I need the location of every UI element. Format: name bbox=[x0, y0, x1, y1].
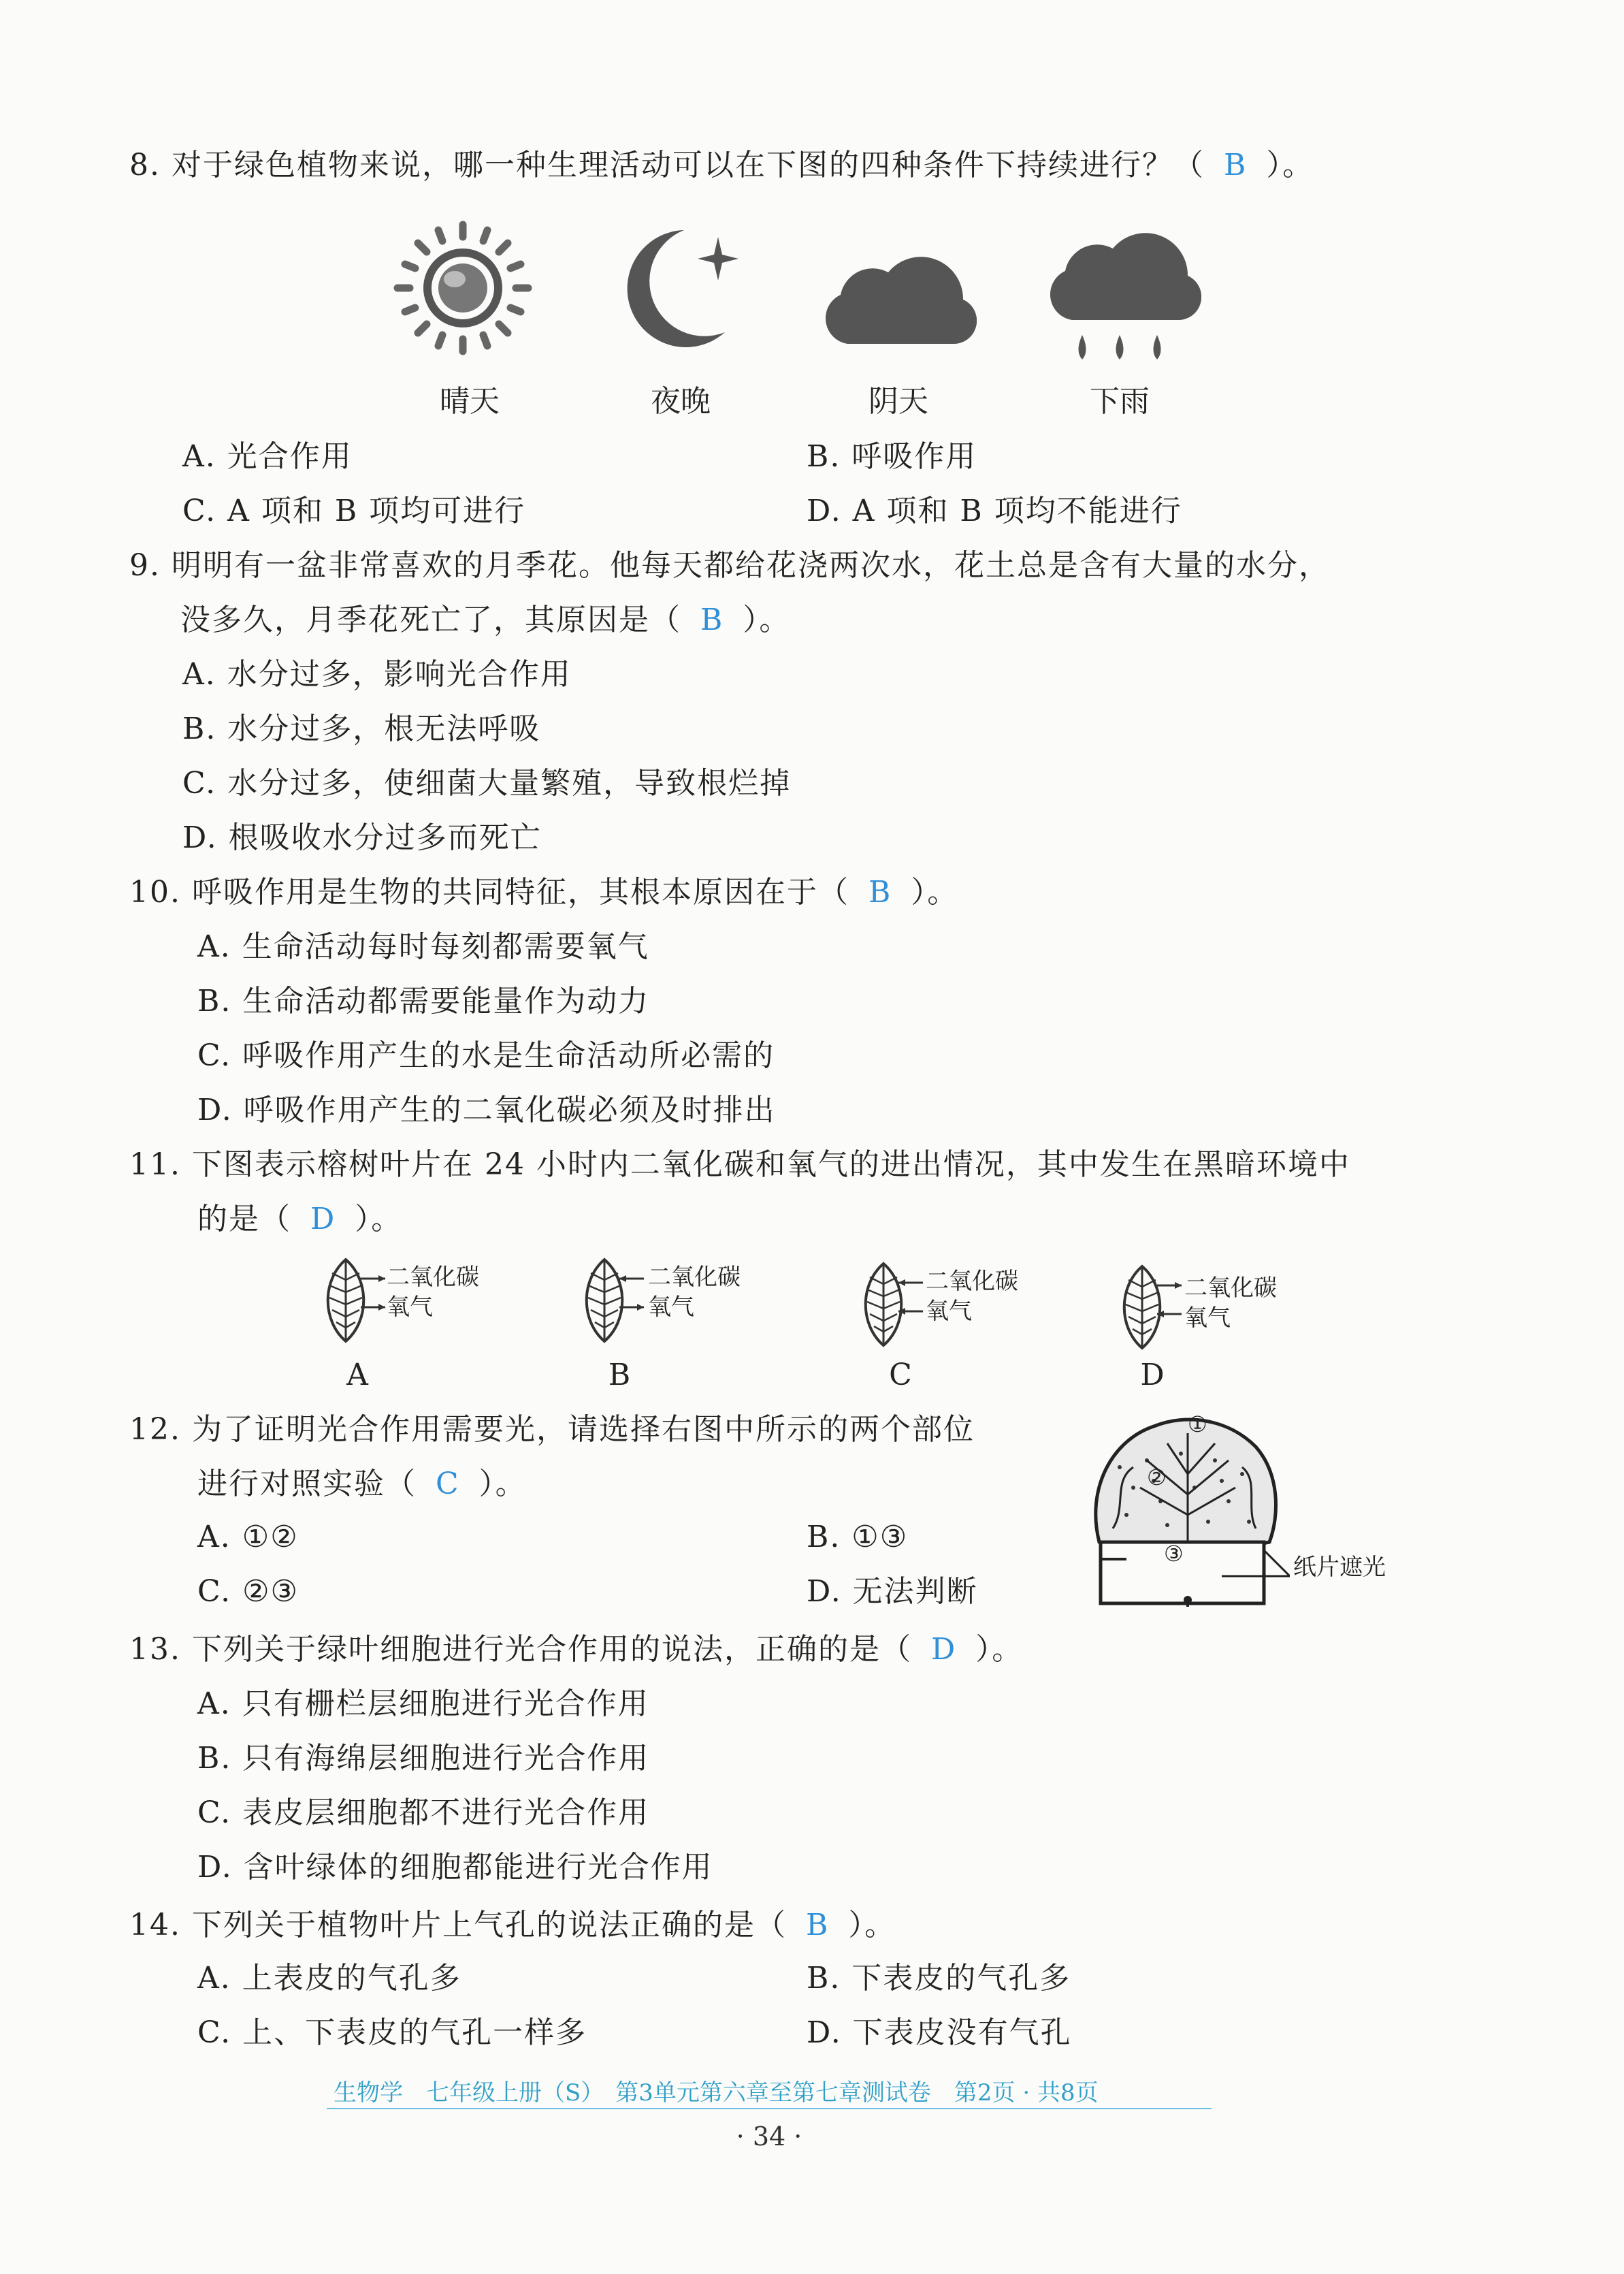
weather-label-sunny: 晴天 bbox=[440, 384, 500, 419]
q11-stem-line1: 11. 下图表示榕树叶片在 24 小时内二氧化碳和氧气的进出情况，其中发生在黑暗环境中 bbox=[129, 1147, 1350, 1182]
q9-answer: B bbox=[700, 603, 724, 637]
leaf-b-o2-label: 氧气 bbox=[648, 1294, 694, 1321]
q13-option-a: A. 只有栅栏层细胞进行光合作用 bbox=[197, 1686, 649, 1721]
q11-stem-line2: 的是（ D ）。 bbox=[197, 1202, 403, 1236]
figure-mark-2: ② bbox=[1147, 1464, 1167, 1490]
q10-option-d: D. 呼吸作用产生的二氧化碳必须及时排出 bbox=[197, 1093, 776, 1127]
q12-option-d: D. 无法判断 bbox=[807, 1574, 978, 1609]
q13-stem: 13. 下列关于绿叶细胞进行光合作用的说法，正确的是（ D ）。 bbox=[129, 1632, 1024, 1667]
footer-divider bbox=[327, 2108, 1212, 2109]
q10-option-c: C. 呼吸作用产生的水是生命活动所必需的 bbox=[197, 1038, 775, 1073]
q14-stem: 14. 下列关于植物叶片上气孔的说法正确的是（ B ）。 bbox=[129, 1908, 896, 1942]
moon-icon bbox=[609, 217, 752, 359]
q10-answer: B bbox=[868, 875, 892, 910]
q13-option-c: C. 表皮层细胞都不进行光合作用 bbox=[197, 1795, 650, 1830]
leaf-label-a: A bbox=[346, 1358, 368, 1392]
page-number: · 34 · bbox=[736, 2121, 802, 2151]
q14-option-b: B. 下表皮的气孔多 bbox=[807, 1961, 1071, 1996]
figure-caption: 纸片遮光 bbox=[1293, 1554, 1386, 1581]
q10-stem: 10. 呼吸作用是生物的共同特征，其根本原因在于（ B ）。 bbox=[129, 875, 959, 910]
q14-answer: B bbox=[805, 1908, 830, 1942]
leaf-b-icon bbox=[577, 1253, 645, 1348]
weather-label-cloudy: 阴天 bbox=[868, 384, 928, 419]
q13-option-d: D. 含叶绿体的细胞都能进行光合作用 bbox=[197, 1850, 713, 1885]
leaf-b-co2-label: 二氧化碳 bbox=[648, 1264, 741, 1291]
q14-option-a: A. 上表皮的气孔多 bbox=[197, 1961, 461, 1996]
leaf-c-o2-label: 氧气 bbox=[926, 1298, 972, 1325]
q12-stem-line2: 进行对照实验（ C ）。 bbox=[197, 1467, 527, 1501]
q12-stem-line1: 12. 为了证明光合作用需要光，请选择右图中所示的两个部位 bbox=[129, 1412, 975, 1447]
q13-answer: D bbox=[930, 1632, 957, 1667]
q12-option-c: C. ②③ bbox=[197, 1574, 299, 1609]
q9-option-d: D. 根吸收水分过多而死亡 bbox=[182, 820, 542, 855]
q14-option-d: D. 下表皮没有气孔 bbox=[807, 2015, 1072, 2050]
leaf-a-icon bbox=[319, 1253, 387, 1348]
leaf-label-c: C bbox=[889, 1358, 912, 1392]
leaf-c-icon bbox=[856, 1257, 924, 1352]
leaf-c-co2-label: 二氧化碳 bbox=[926, 1268, 1018, 1295]
leaf-a-o2-label: 氧气 bbox=[387, 1294, 433, 1321]
leaf-a-co2-label: 二氧化碳 bbox=[387, 1264, 479, 1291]
cloud-icon bbox=[820, 242, 977, 351]
q13-option-b: B. 只有海绵层细胞进行光合作用 bbox=[197, 1741, 650, 1776]
q14-option-c: C. 上、下表皮的气孔一样多 bbox=[197, 2015, 587, 2050]
q9-stem-line2: 没多久，月季花死亡了，其原因是（ B ）。 bbox=[180, 603, 791, 637]
q10-option-b: B. 生命活动都需要能量作为动力 bbox=[197, 984, 650, 1019]
q9-stem-line1: 9. 明明有一盆非常喜欢的月季花。他每天都给花浇两次水，花土总是含有大量的水分， bbox=[129, 548, 1330, 583]
q8-option-d: D. A 项和 B 项均不能进行 bbox=[807, 494, 1182, 528]
sun-icon bbox=[388, 217, 538, 359]
footer-text: 生物学 七年级上册（S） 第3单元第六章至第七章测试卷 第2页 · 共8页 bbox=[334, 2079, 1099, 2107]
leaf-d-o2-label: 氧气 bbox=[1184, 1304, 1231, 1332]
q10-option-a: A. 生命活动每时每刻都需要氧气 bbox=[197, 929, 649, 964]
rain-icon bbox=[1045, 218, 1201, 374]
q12-option-a: A. ①② bbox=[197, 1520, 299, 1554]
weather-label-rain: 下雨 bbox=[1090, 384, 1150, 419]
q8-option-a: A. 光合作用 bbox=[182, 439, 353, 474]
figure-mark-3: ③ bbox=[1164, 1541, 1184, 1567]
q8-answer: B bbox=[1223, 148, 1248, 182]
weather-label-night: 夜晚 bbox=[651, 384, 711, 419]
q12-answer: C bbox=[436, 1467, 460, 1501]
q12-option-b: B. ①③ bbox=[807, 1520, 909, 1554]
leaf-d-icon bbox=[1115, 1260, 1183, 1355]
leaf-label-d: D bbox=[1140, 1358, 1165, 1392]
leaf-d-co2-label: 二氧化碳 bbox=[1184, 1275, 1277, 1302]
q11-answer: D bbox=[310, 1202, 336, 1236]
figure-mark-1: ① bbox=[1188, 1411, 1207, 1437]
q8-option-b: B. 呼吸作用 bbox=[807, 439, 977, 474]
leaf-label-b: B bbox=[608, 1358, 631, 1392]
q9-option-c: C. 水分过多，使细菌大量繁殖，导致根烂掉 bbox=[182, 766, 792, 801]
q9-option-a: A. 水分过多，影响光合作用 bbox=[182, 657, 572, 692]
q9-option-b: B. 水分过多，根无法呼吸 bbox=[182, 711, 541, 746]
q8-stem: 8. 对于绿色植物来说，哪一种生理活动可以在下图的四种条件下持续进行？（ B ）。 bbox=[129, 148, 1314, 182]
q8-option-c: C. A 项和 B 项均可进行 bbox=[182, 494, 526, 528]
